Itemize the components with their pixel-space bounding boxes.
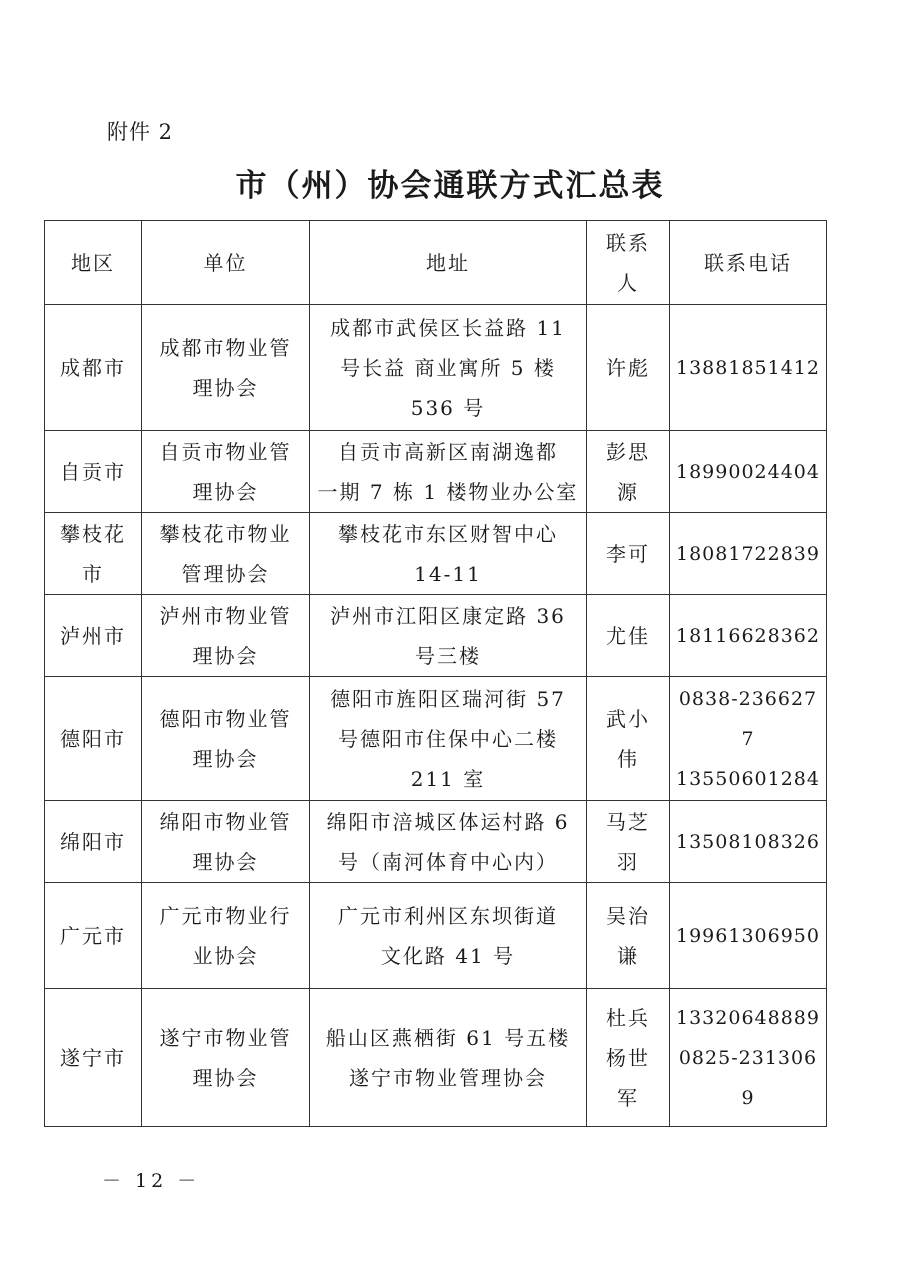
document-title: 市（州）协会通联方式汇总表 xyxy=(235,168,665,204)
page-number: － 12 － xyxy=(102,1170,201,1192)
cell-phone xyxy=(670,677,827,801)
cell-phone-line: 0825-231306 xyxy=(678,1046,818,1069)
cell-phone-line: 19961306950 xyxy=(676,924,820,947)
cell-contact-line: 杜兵 xyxy=(606,1005,650,1030)
cell-address-line: 号三楼 xyxy=(415,643,481,668)
cell-contact xyxy=(587,677,670,801)
cell-region-line: 攀枝花 xyxy=(60,521,126,546)
cell-unit xyxy=(142,677,310,801)
cell-contact-line: 马芝 xyxy=(606,809,650,834)
cell-address-line: 号德阳市住保中心二楼 xyxy=(338,726,558,751)
cell-contact xyxy=(587,431,670,513)
cell-address-line: 德阳市旌阳区瑞河街 57 xyxy=(330,686,566,711)
cell-unit-line: 自贡市物业管 xyxy=(159,439,292,464)
cell-unit-line: 攀枝花市物业 xyxy=(159,521,292,546)
cell-contact xyxy=(587,989,670,1127)
cell-contact xyxy=(587,801,670,883)
cell-address xyxy=(310,513,587,595)
cell-unit-line: 遂宁市物业管 xyxy=(159,1025,292,1050)
attachment-label: 附件 2 xyxy=(107,120,174,144)
cell-phone-line: 18116628362 xyxy=(676,624,820,647)
cell-address-line: 文化路 41 号 xyxy=(380,943,516,968)
cell-phone xyxy=(670,431,827,513)
cell-phone xyxy=(670,989,827,1127)
table-row xyxy=(45,883,827,989)
cell-phone xyxy=(670,595,827,677)
cell-contact xyxy=(587,513,670,595)
cell-address xyxy=(310,305,587,431)
header-region: 地区 xyxy=(45,221,142,305)
cell-contact-line: 许彪 xyxy=(606,355,650,380)
cell-region-line: 绵阳市 xyxy=(60,829,126,854)
header-phone: 联系电话 xyxy=(670,221,827,305)
cell-contact-line: 源 xyxy=(617,479,639,504)
cell-unit xyxy=(142,513,310,595)
cell-contact-line: 杨世 xyxy=(606,1045,650,1070)
cell-contact xyxy=(587,305,670,431)
table-row xyxy=(45,431,827,513)
cell-unit-line: 业协会 xyxy=(192,943,259,968)
cell-unit xyxy=(142,801,310,883)
cell-region xyxy=(45,883,142,989)
cell-unit-line: 理协会 xyxy=(192,479,259,504)
cell-contact-line: 武小 xyxy=(606,706,650,731)
cell-region-line: 泸州市 xyxy=(60,623,126,648)
cell-address-line: 船山区燕栖街 61 号五楼 xyxy=(325,1025,571,1050)
cell-address xyxy=(310,883,587,989)
table-row xyxy=(45,989,827,1127)
cell-region xyxy=(45,305,142,431)
table-row xyxy=(45,677,827,801)
cell-region xyxy=(45,801,142,883)
cell-address-line: 绵阳市涪城区体运村路 6 xyxy=(326,809,570,834)
cell-region xyxy=(45,431,142,513)
cell-phone xyxy=(670,801,827,883)
cell-unit-line: 理协会 xyxy=(192,746,259,771)
cell-address-line: 一期 7 栋 1 楼物业办公室 xyxy=(317,479,579,504)
cell-phone-line: 9 xyxy=(741,1086,755,1109)
cell-region-line: 德阳市 xyxy=(60,726,126,751)
cell-phone xyxy=(670,883,827,989)
cell-unit-line: 理协会 xyxy=(192,643,259,668)
cell-address-line: 广元市利州区东坝街道 xyxy=(338,903,558,928)
cell-address-line: 自贡市高新区南湖逸都 xyxy=(338,439,558,464)
cell-region-line: 市 xyxy=(82,561,104,586)
cell-region-line: 成都市 xyxy=(60,355,126,380)
cell-address xyxy=(310,801,587,883)
cell-contact-line: 羽 xyxy=(617,849,639,874)
header-unit: 单位 xyxy=(142,221,310,305)
cell-contact xyxy=(587,883,670,989)
cell-unit xyxy=(142,883,310,989)
cell-unit xyxy=(142,989,310,1127)
cell-contact-line: 尤佳 xyxy=(606,623,650,648)
table-row xyxy=(45,595,827,677)
cell-region xyxy=(45,677,142,801)
cell-phone-line: 18081722839 xyxy=(676,542,820,565)
cell-phone-line: 18990024404 xyxy=(676,460,820,483)
cell-contact xyxy=(587,595,670,677)
cell-address-line: 遂宁市物业管理协会 xyxy=(349,1065,547,1090)
cell-region-line: 遂宁市 xyxy=(60,1045,126,1070)
table-body xyxy=(45,305,827,1127)
table-row xyxy=(45,513,827,595)
cell-unit-line: 泸州市物业管 xyxy=(159,603,292,628)
cell-address-line: 攀枝花市东区财智中心 xyxy=(338,521,558,546)
cell-phone-line: 0838-236627 xyxy=(678,687,818,710)
cell-unit xyxy=(142,305,310,431)
cell-address-line: 14-11 xyxy=(414,561,482,586)
cell-address xyxy=(310,989,587,1127)
cell-phone xyxy=(670,513,827,595)
cell-unit-line: 广元市物业行 xyxy=(159,903,292,928)
cell-address-line: 泸州市江阳区康定路 36 xyxy=(330,603,566,628)
header-contact-line: 联系 xyxy=(606,230,650,255)
contact-table xyxy=(44,220,827,1127)
header-contact-line: 人 xyxy=(617,270,639,295)
cell-region xyxy=(45,595,142,677)
table-header-row xyxy=(45,221,827,305)
cell-unit-line: 理协会 xyxy=(192,375,259,400)
table-row xyxy=(45,305,827,431)
cell-contact-line: 谦 xyxy=(617,943,639,968)
header-contact xyxy=(587,221,670,305)
cell-address xyxy=(310,677,587,801)
cell-region xyxy=(45,513,142,595)
cell-phone-line: 13508108326 xyxy=(676,830,820,853)
cell-unit-line: 德阳市物业管 xyxy=(159,706,292,731)
cell-unit-line: 管理协会 xyxy=(181,561,270,586)
cell-address xyxy=(310,431,587,513)
cell-address-line: 成都市武侯区长益路 11 xyxy=(330,315,566,340)
cell-phone-line: 13550601284 xyxy=(676,767,820,790)
cell-region xyxy=(45,989,142,1127)
cell-contact-line: 伟 xyxy=(617,746,639,771)
cell-phone-line: 7 xyxy=(741,727,755,750)
cell-address-line: 号（南河体育中心内） xyxy=(338,849,558,874)
cell-address-line: 号长益 商业寓所 5 楼 xyxy=(340,355,556,380)
cell-region-line: 自贡市 xyxy=(60,459,126,484)
header-address: 地址 xyxy=(310,221,587,305)
cell-contact-line: 李可 xyxy=(606,541,650,566)
cell-unit-line: 理协会 xyxy=(192,1065,259,1090)
cell-contact-line: 军 xyxy=(617,1085,639,1110)
cell-unit xyxy=(142,595,310,677)
cell-unit-line: 成都市物业管 xyxy=(159,335,292,360)
cell-address-line: 536 号 xyxy=(410,395,486,420)
cell-phone-line: 13881851412 xyxy=(676,356,820,379)
cell-unit xyxy=(142,431,310,513)
cell-unit-line: 理协会 xyxy=(192,849,259,874)
cell-address-line: 211 室 xyxy=(410,766,486,791)
table-row xyxy=(45,801,827,883)
cell-contact-line: 吴治 xyxy=(606,903,650,928)
cell-address xyxy=(310,595,587,677)
cell-phone-line: 13320648889 xyxy=(676,1006,820,1029)
cell-contact-line: 彭思 xyxy=(606,439,650,464)
cell-phone xyxy=(670,305,827,431)
cell-region-line: 广元市 xyxy=(60,923,126,948)
cell-unit-line: 绵阳市物业管 xyxy=(159,809,292,834)
